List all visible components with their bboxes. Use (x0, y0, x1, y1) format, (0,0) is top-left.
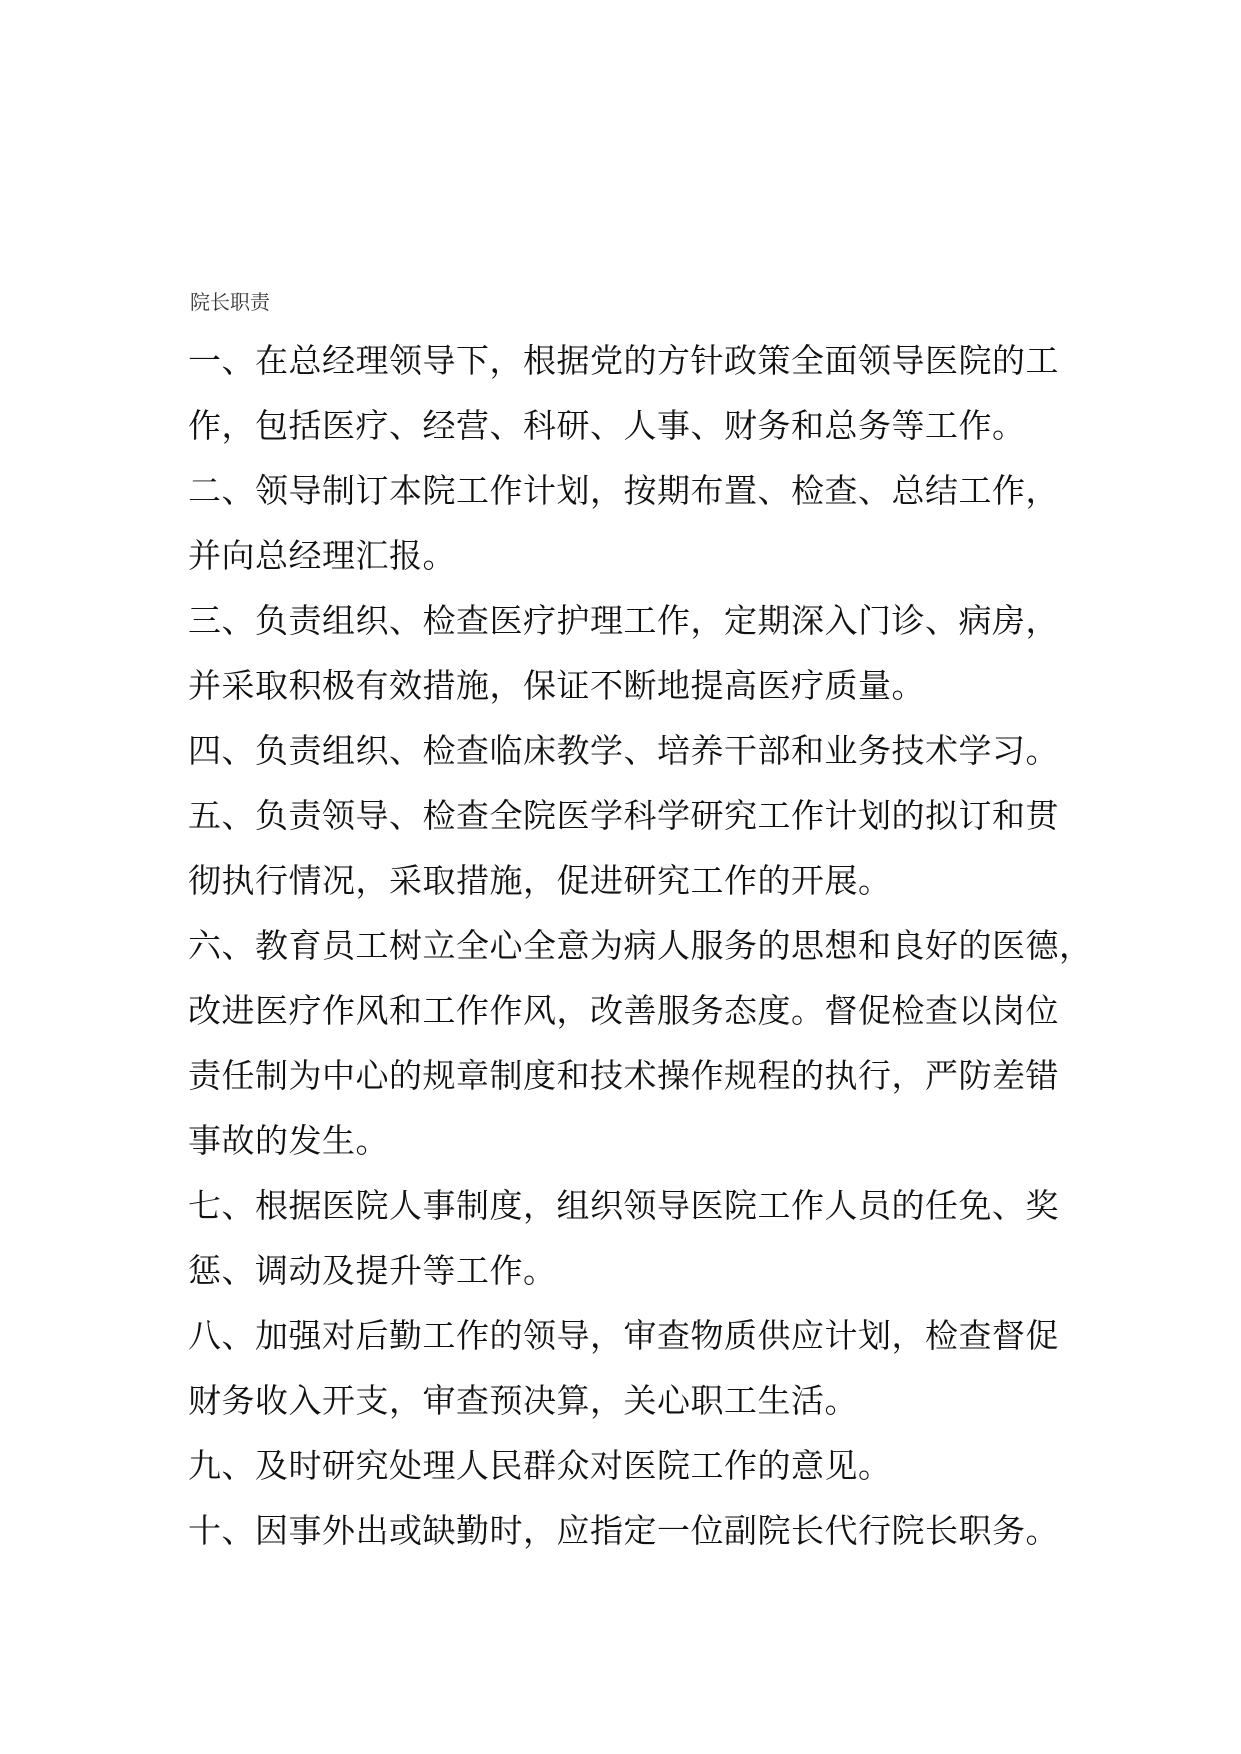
text-line: 彻执行情况，采取措施，促进研究工作的开展。 (188, 861, 892, 900)
text-line: 三、负责组织、检查医疗护理工作，定期深入门诊、病房， (188, 601, 1059, 640)
document-title: 院长职责 (190, 290, 270, 314)
text-line: 四、负责组织、检查临床教学、培养干部和业务技术学习。 (188, 731, 1059, 770)
text-line: 五、负责领导、检查全院医学科学研究工作计划的拟订和贯 (188, 796, 1059, 835)
text-line: 七、根据医院人事制度，组织领导医院工作人员的任免、奖 (188, 1186, 1059, 1225)
text-line: 作，包括医疗、经营、科研、人事、财务和总务等工作。 (188, 406, 1026, 445)
text-line: 事故的发生。 (188, 1121, 389, 1160)
text-line: 财务收入开支，审查预决算，关心职工生活。 (188, 1381, 858, 1420)
text-line: 九、及时研究处理人民群众对医院工作的意见。 (188, 1446, 892, 1485)
text-line: 惩、调动及提升等工作。 (188, 1251, 557, 1290)
text-line: 八、加强对后勤工作的领导，审查物质供应计划，检查督促 (188, 1316, 1059, 1355)
text-line: 并向总经理汇报。 (188, 536, 456, 575)
text-line: 二、领导制订本院工作计划，按期布置、检查、总结工作， (188, 471, 1059, 510)
text-line: 改进医疗作风和工作作风，改善服务态度。督促检查以岗位 (188, 991, 1059, 1030)
text-line: 六、教育员工树立全心全意为病人服务的思想和良好的医德， (188, 926, 1093, 965)
text-line: 责任制为中心的规章制度和技术操作规程的执行，严防差错 (188, 1056, 1059, 1095)
text-line: 十、因事外出或缺勤时，应指定一位副院长代行院长职务。 (188, 1511, 1059, 1550)
document-body (188, 328, 1093, 1563)
text-line: 并采取积极有效措施，保证不断地提高医疗质量。 (188, 666, 925, 705)
text-line: 一、在总经理领导下，根据党的方针政策全面领导医院的工 (188, 341, 1059, 380)
